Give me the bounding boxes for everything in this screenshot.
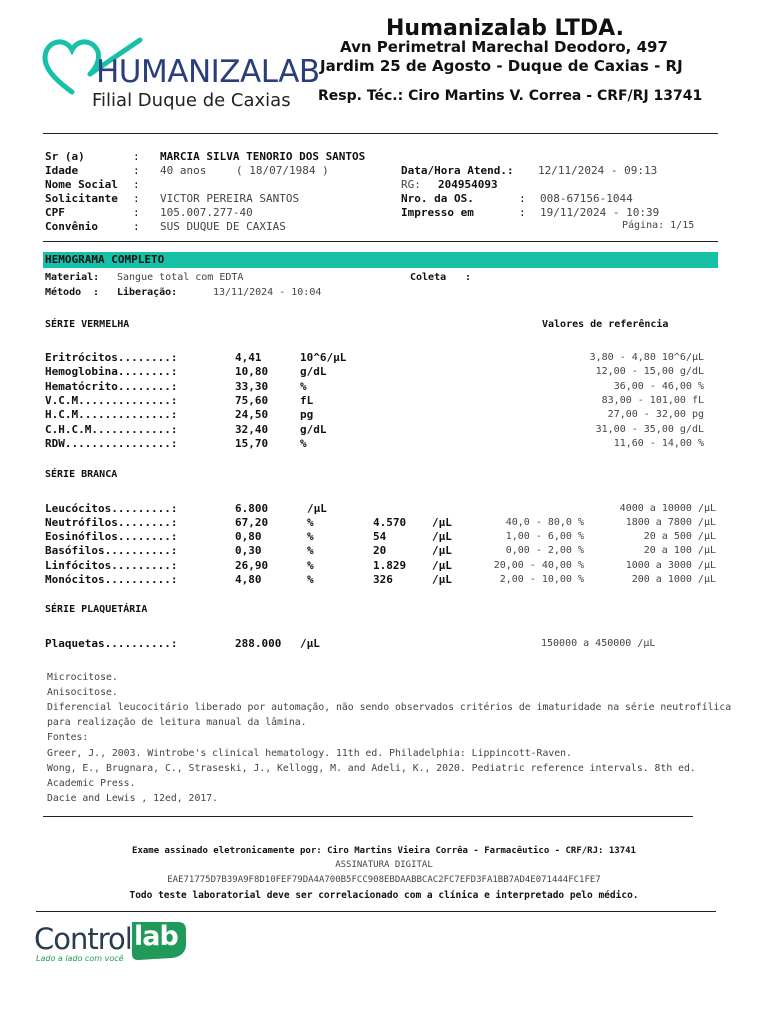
percent-unit: % [307,544,314,558]
colon: : [519,192,526,205]
colon: : [133,164,140,177]
method-label: Método [45,287,82,298]
percent-reference: 20,00 - 40,00 % [493,559,584,571]
test-value: 24,50 [235,408,269,422]
test-name: C.H.C.M............: [45,422,178,436]
patient-name: MARCIA SILVA TENORIO DOS SANTOS [160,150,366,163]
white-series-title: SÉRIE BRANCA [45,469,118,480]
colon: : [519,206,526,219]
colon: : [133,220,140,233]
test-value: 10,80 [235,365,269,379]
test-name: Eritrócitos........: [45,351,178,364]
test-unit: fL [300,393,314,407]
note-line: Academic Press. [47,777,136,789]
test-unit: /µL [307,502,327,515]
cpf-label: CPF [45,206,65,219]
percent-reference: 40,0 - 80,0 % [505,517,584,528]
name-label: Sr (a) [45,150,85,163]
absolute-value: 54 [373,530,387,544]
platelet-series-title: SÉRIE PLAQUETÁRIA [45,604,148,615]
reference-range: 3,80 - 4,80 10^6/µL [589,352,704,363]
absolute-reference: 200 a 1000 /µL [631,573,716,585]
percent-reference: 1,00 - 6,00 % [505,531,584,543]
humanizalab-logo [40,36,330,116]
address-line-1: Avn Perimetral Marechal Deodoro, 497 [340,38,668,56]
signature-line: Exame assinado eletronicamente por: Ciro Martins Vieira Corrêa - Farmacêutico - CRF/RJ: 13741 [132,846,636,856]
percent-value: 0,80 [235,530,262,544]
percent-value: 26,90 [235,558,269,572]
material-label: Material: [45,272,100,283]
red-series-title: SÉRIE VERMELHA [45,319,130,330]
absolute-value: 1.829 [373,558,407,572]
test-name: Linfócitos.........: [45,558,178,572]
address-line-2: Jardim 25 de Agosto - Duque de Caxias - RJ [320,57,683,75]
absolute-unit: /µL [432,572,452,586]
absolute-reference: 1800 a 7800 /µL [625,517,716,528]
rg-label: RG: [401,178,421,191]
os-label: Nro. da OS. [401,192,474,205]
controllab-tagline: Lado a lado com você [36,954,124,963]
test-unit: g/dL [300,365,327,379]
controllab-word-control: Control [34,922,132,956]
percent-unit: % [307,530,314,544]
coleta-colon: : [465,272,472,283]
percent-value: 67,20 [235,516,269,529]
test-value: 15,70 [235,436,269,450]
percent-reference: 2,00 - 10,00 % [499,573,584,585]
absolute-unit: /µL [432,558,452,572]
patient-age: 40 anos [160,164,207,177]
printed-label: Impresso em [401,206,474,219]
os-value: 008-67156-1044 [540,192,633,205]
patient-divider [43,241,718,242]
age-label: Idade [45,164,79,177]
reference-header: Valores de referência [542,319,669,330]
test-unit: g/dL [300,422,327,436]
test-name: Hematócrito........: [45,379,178,393]
company-name: Humanizalab LTDA. [386,16,624,41]
test-value: 288.000 [235,637,282,650]
test-value: 32,40 [235,422,269,436]
percent-value: 4,80 [235,572,262,586]
percent-unit: % [307,572,314,586]
reference-range: 4000 a 10000 /µL [619,503,716,514]
note-line: Greer, J., 2003. Wintrobe's clinical hematology. 11th ed. Philadelphia: Lippincott-Raven. [47,747,572,759]
test-value: 6.800 [235,502,269,515]
cpf-value: 105.007.277-40 [160,206,253,219]
note-line: Fontes: [47,732,89,744]
release-label: Liberação: [117,287,178,298]
absolute-unit: /µL [432,544,452,558]
colon: : [133,150,140,163]
note-line: Microcitose. [47,672,118,683]
absolute-reference: 20 a 100 /µL [643,545,716,557]
rg-value: 204954093 [438,178,498,191]
page-number: Página: 1/15 [622,220,695,231]
header-divider [43,133,718,134]
requester-label: Solicitante [45,192,118,205]
test-name: Monócitos..........: [45,572,178,586]
footer-divider [36,911,716,912]
reference-range: 31,00 - 35,00 g/dL [595,423,704,435]
note-line: para realização de leitura manual da lâmina. [47,717,307,729]
notes-divider [43,816,693,817]
absolute-reference: 20 a 500 /µL [643,531,716,543]
reference-range: 27,00 - 32,00 pg [607,409,704,421]
percent-value: 0,30 [235,544,262,558]
release-value: 13/11/2024 - 10:04 [213,287,322,298]
test-value: 75,60 [235,393,269,407]
date-value: 12/11/2024 - 09:13 [538,164,658,177]
plan-label: Convênio [45,220,98,233]
absolute-reference: 1000 a 3000 /µL [625,559,716,571]
coleta-label: Coleta [410,272,447,283]
test-unit: % [300,436,307,450]
printed-value: 19/11/2024 - 10:39 [540,206,660,219]
note-line: Diferencial leucocitário liberado por automação, não sendo observados critérios de imaturidade na série neutrofílica [47,702,732,714]
absolute-value: 326 [373,572,393,586]
colon: : [133,178,140,191]
exam-title: HEMOGRAMA COMPLETO [45,253,165,266]
reference-range: 12,00 - 15,00 g/dL [595,366,704,378]
controllab-word-lab: lab [134,921,178,952]
colon: : [133,206,140,219]
disclaimer: Todo teste laboratorial deve ser correlacionado com a clínica e interpretado pelo médico. [129,890,639,901]
method-colon: : [93,287,100,298]
absolute-value: 20 [373,544,387,558]
requester-name: VICTOR PEREIRA SANTOS [160,192,300,205]
test-name: RDW................: [45,436,178,450]
logo-wordmark: HUMANIZALAB [96,54,320,90]
absolute-unit: /µL [432,516,452,529]
test-name: Leucócitos.........: [45,502,178,515]
date-label: Data/Hora Atend.: [401,164,514,177]
signature-hash: EAE71775D7B39A9F8D10FEF79DA4A700B5FCC908EBDAABBCAC2FC7EFD3FA1BB7AD4E071444FC1FE7 [167,875,601,885]
test-unit: 10^6/µL [300,351,347,364]
absolute-unit: /µL [432,530,452,544]
percent-unit: % [307,516,314,529]
test-unit: pg [300,408,314,422]
reference-range: 83,00 - 101,00 fL [601,394,704,406]
branch-name: Filial Duque de Caxias [92,90,291,111]
test-name: H.C.M..............: [45,408,178,422]
material-value: Sangue total com EDTA [117,272,244,283]
test-name: Basófilos..........: [45,544,178,558]
test-name: V.C.M..............: [45,393,178,407]
reference-range: 36,00 - 46,00 % [613,380,704,392]
colon: : [133,192,140,205]
reference-range: 150000 a 450000 /µL [541,638,656,649]
percent-reference: 0,00 - 2,00 % [505,545,584,557]
test-name: Eosinófilos........: [45,530,178,544]
patient-dob: ( 18/07/1984 ) [236,164,329,177]
reference-range: 11,60 - 14,00 % [613,437,704,449]
note-line: Dacie and Lewis , 12ed, 2017. [47,792,219,804]
note-line: Anisocitose. [47,687,118,699]
test-value: 4,41 [235,351,262,364]
digital-signature-label: ASSINATURA DIGITAL [335,860,433,870]
test-name: Neutrófilos........: [45,516,178,529]
test-unit: % [300,379,307,393]
controllab-logo [34,918,194,966]
percent-unit: % [307,558,314,572]
test-name: Plaquetas..........: [45,637,178,650]
test-unit: /µL [300,637,320,650]
note-line: Wong, E., Brugnara, C., Straseski, J., Kellogg, M. and Adeli, K., 2020. Pediatric reference intervals. 8th ed. [47,762,696,774]
test-name: Hemoglobina........: [45,365,178,379]
responsible-technician: Resp. Téc.: Ciro Martins V. Correa - CRF/RJ 13741 [318,88,703,104]
test-value: 33,30 [235,379,269,393]
plan-value: SUS DUQUE DE CAXIAS [160,220,286,233]
absolute-value: 4.570 [373,516,407,529]
social-name-label: Nome Social [45,178,118,191]
